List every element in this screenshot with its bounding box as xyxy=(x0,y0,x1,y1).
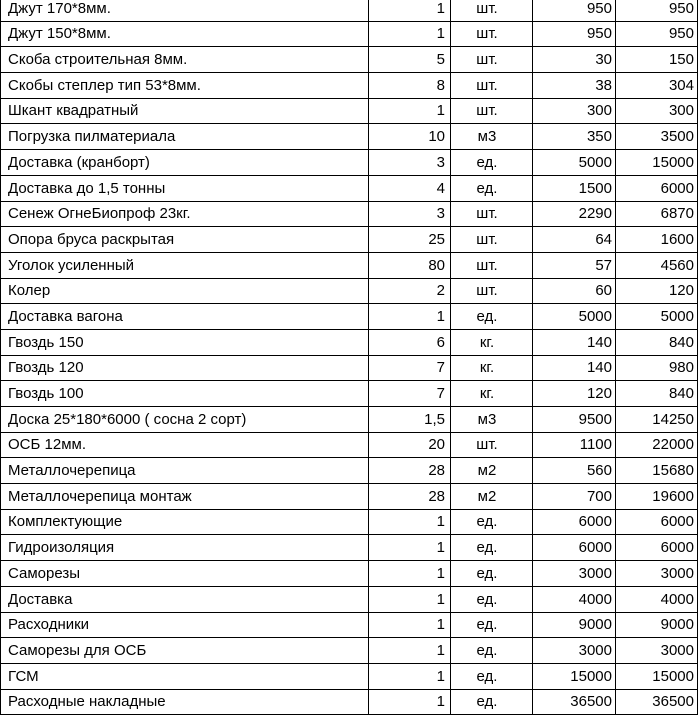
quantity-cell[interactable]: 7 xyxy=(369,355,451,381)
item-name-cell[interactable]: Скобы степлер тип 53*8мм. xyxy=(1,73,369,99)
table-row xyxy=(1,484,698,510)
total-cell[interactable]: 15680 xyxy=(616,458,698,484)
total-cell[interactable]: 4000 xyxy=(616,586,698,612)
unit-cell[interactable]: м3 xyxy=(451,407,533,433)
table-row xyxy=(1,278,698,304)
table-row xyxy=(1,432,698,458)
total-cell[interactable]: 304 xyxy=(616,73,698,99)
item-name-cell[interactable]: Гвоздь 150 xyxy=(1,329,369,355)
price-cell[interactable]: 60 xyxy=(533,278,616,304)
price-cell[interactable]: 120 xyxy=(533,381,616,407)
item-name-cell[interactable]: Доставка вагона xyxy=(1,304,369,330)
unit-cell[interactable]: ед. xyxy=(451,535,533,561)
price-cell[interactable]: 1500 xyxy=(533,175,616,201)
quantity-cell[interactable]: 10 xyxy=(369,124,451,150)
item-name-cell[interactable]: Гидроизоляция xyxy=(1,535,369,561)
quantity-cell[interactable]: 1 xyxy=(369,612,451,638)
table-row xyxy=(1,509,698,535)
total-cell[interactable]: 4560 xyxy=(616,252,698,278)
unit-cell[interactable]: ед. xyxy=(451,304,533,330)
total-cell[interactable]: 6870 xyxy=(616,201,698,227)
total-cell[interactable]: 36500 xyxy=(616,689,698,715)
table-row xyxy=(1,561,698,587)
item-name-cell[interactable]: Погрузка пилматериала xyxy=(1,124,369,150)
quantity-cell[interactable]: 80 xyxy=(369,252,451,278)
price-cell[interactable]: 5000 xyxy=(533,304,616,330)
unit-cell[interactable]: м2 xyxy=(451,458,533,484)
table-row xyxy=(1,124,698,150)
price-cell[interactable]: 1100 xyxy=(533,432,616,458)
unit-cell[interactable]: ед. xyxy=(451,561,533,587)
table-row xyxy=(1,612,698,638)
price-cell[interactable]: 3000 xyxy=(533,561,616,587)
item-name-cell[interactable]: Гвоздь 100 xyxy=(1,381,369,407)
unit-cell[interactable]: ед. xyxy=(451,509,533,535)
item-name-cell[interactable]: Расходные накладные xyxy=(1,689,369,715)
price-cell[interactable]: 350 xyxy=(533,124,616,150)
price-cell[interactable]: 15000 xyxy=(533,663,616,689)
price-cell[interactable]: 700 xyxy=(533,484,616,510)
unit-cell[interactable]: шт. xyxy=(451,201,533,227)
table-row xyxy=(1,638,698,664)
unit-cell[interactable]: кг. xyxy=(451,381,533,407)
unit-cell[interactable]: шт. xyxy=(451,278,533,304)
quantity-cell[interactable]: 1 xyxy=(369,663,451,689)
quantity-cell[interactable]: 1 xyxy=(369,586,451,612)
total-cell[interactable]: 6000 xyxy=(616,175,698,201)
table-body xyxy=(1,0,698,715)
total-cell[interactable]: 22000 xyxy=(616,432,698,458)
unit-cell[interactable]: шт. xyxy=(451,21,533,47)
table-row xyxy=(1,150,698,176)
table-row xyxy=(1,586,698,612)
unit-cell[interactable]: ед. xyxy=(451,175,533,201)
price-cell[interactable]: 4000 xyxy=(533,586,616,612)
unit-cell[interactable]: ед. xyxy=(451,586,533,612)
unit-cell[interactable]: ед. xyxy=(451,638,533,664)
total-cell[interactable]: 3000 xyxy=(616,561,698,587)
quantity-cell[interactable]: 1 xyxy=(369,304,451,330)
item-name-cell[interactable]: Шкант квадратный xyxy=(1,98,369,124)
table-row xyxy=(1,98,698,124)
total-cell[interactable]: 840 xyxy=(616,381,698,407)
unit-cell[interactable]: шт. xyxy=(451,227,533,253)
total-cell[interactable]: 9000 xyxy=(616,612,698,638)
item-name-cell[interactable]: Гвоздь 120 xyxy=(1,355,369,381)
quantity-cell[interactable]: 3 xyxy=(369,201,451,227)
quantity-cell[interactable]: 7 xyxy=(369,381,451,407)
unit-cell[interactable]: кг. xyxy=(451,355,533,381)
price-cell[interactable]: 3000 xyxy=(533,638,616,664)
total-cell[interactable]: 3500 xyxy=(616,124,698,150)
unit-cell[interactable]: кг. xyxy=(451,329,533,355)
unit-cell[interactable]: ед. xyxy=(451,150,533,176)
table-row xyxy=(1,355,698,381)
table-row xyxy=(1,663,698,689)
item-name-cell[interactable]: Доставка xyxy=(1,586,369,612)
quantity-cell[interactable]: 1 xyxy=(369,509,451,535)
quantity-cell[interactable]: 1 xyxy=(369,535,451,561)
table-row xyxy=(1,407,698,433)
item-name-cell[interactable]: ОСБ 12мм. xyxy=(1,432,369,458)
item-name-cell[interactable]: Металлочерепица монтаж xyxy=(1,484,369,510)
quantity-cell[interactable]: 1,5 xyxy=(369,407,451,433)
quantity-cell[interactable]: 1 xyxy=(369,689,451,715)
quantity-cell[interactable]: 4 xyxy=(369,175,451,201)
quantity-cell[interactable]: 1 xyxy=(369,98,451,124)
price-cell[interactable]: 140 xyxy=(533,355,616,381)
quantity-cell[interactable]: 3 xyxy=(369,150,451,176)
total-cell[interactable]: 980 xyxy=(616,355,698,381)
table-row xyxy=(1,47,698,73)
price-cell[interactable]: 57 xyxy=(533,252,616,278)
price-cell[interactable]: 36500 xyxy=(533,689,616,715)
price-cell[interactable]: 950 xyxy=(533,21,616,47)
price-cell[interactable]: 30 xyxy=(533,47,616,73)
quantity-cell[interactable]: 1 xyxy=(369,561,451,587)
item-name-cell[interactable]: Опора бруса раскрытая xyxy=(1,227,369,253)
unit-cell[interactable]: шт. xyxy=(451,432,533,458)
price-cell[interactable]: 140 xyxy=(533,329,616,355)
unit-cell[interactable]: ед. xyxy=(451,663,533,689)
unit-cell[interactable]: ед. xyxy=(451,612,533,638)
quantity-cell[interactable]: 28 xyxy=(369,484,451,510)
total-cell[interactable]: 950 xyxy=(616,21,698,47)
total-cell[interactable]: 15000 xyxy=(616,663,698,689)
unit-cell[interactable]: шт. xyxy=(451,252,533,278)
unit-cell[interactable]: шт. xyxy=(451,0,533,21)
unit-cell[interactable]: шт. xyxy=(451,73,533,99)
total-cell[interactable]: 3000 xyxy=(616,638,698,664)
total-cell[interactable]: 15000 xyxy=(616,150,698,176)
table-row xyxy=(1,175,698,201)
table-row xyxy=(1,201,698,227)
quantity-cell[interactable]: 1 xyxy=(369,638,451,664)
item-name-cell[interactable]: Саморезы для ОСБ xyxy=(1,638,369,664)
total-cell[interactable]: 150 xyxy=(616,47,698,73)
quantity-cell[interactable]: 28 xyxy=(369,458,451,484)
item-name-cell[interactable]: Металлочерепица xyxy=(1,458,369,484)
total-cell[interactable]: 19600 xyxy=(616,484,698,510)
quantity-cell[interactable]: 20 xyxy=(369,432,451,458)
price-cell[interactable]: 9500 xyxy=(533,407,616,433)
quantity-cell[interactable]: 2 xyxy=(369,278,451,304)
total-cell[interactable]: 950 xyxy=(616,0,698,21)
item-name-cell[interactable]: Джут 170*8мм. xyxy=(1,0,369,21)
total-cell[interactable]: 840 xyxy=(616,329,698,355)
price-cell[interactable]: 38 xyxy=(533,73,616,99)
table-row xyxy=(1,689,698,715)
total-cell[interactable]: 1600 xyxy=(616,227,698,253)
item-name-cell[interactable]: ГСМ xyxy=(1,663,369,689)
table-row xyxy=(1,21,698,47)
total-cell[interactable]: 14250 xyxy=(616,407,698,433)
item-name-cell[interactable]: Уголок усиленный xyxy=(1,252,369,278)
item-name-cell[interactable]: Сенеж ОгнеБиопроф 23кг. xyxy=(1,201,369,227)
quantity-cell[interactable]: 1 xyxy=(369,0,451,21)
table-row xyxy=(1,304,698,330)
unit-cell[interactable]: м2 xyxy=(451,484,533,510)
table-row xyxy=(1,227,698,253)
quantity-cell[interactable]: 8 xyxy=(369,73,451,99)
item-name-cell[interactable]: Скоба строительная 8мм. xyxy=(1,47,369,73)
table-row xyxy=(1,73,698,99)
price-cell[interactable]: 950 xyxy=(533,0,616,21)
item-name-cell[interactable]: Джут 150*8мм. xyxy=(1,21,369,47)
price-cell[interactable]: 5000 xyxy=(533,150,616,176)
total-cell[interactable]: 6000 xyxy=(616,535,698,561)
item-name-cell[interactable]: Комплектующие xyxy=(1,509,369,535)
table-row xyxy=(1,381,698,407)
quantity-cell[interactable]: 5 xyxy=(369,47,451,73)
item-name-cell[interactable]: Доставка до 1,5 тонны xyxy=(1,175,369,201)
price-cell[interactable]: 64 xyxy=(533,227,616,253)
price-cell[interactable]: 300 xyxy=(533,98,616,124)
unit-cell[interactable]: ед. xyxy=(451,689,533,715)
item-name-cell[interactable]: Доска 25*180*6000 ( сосна 2 сорт) xyxy=(1,407,369,433)
item-name-cell[interactable]: Колер xyxy=(1,278,369,304)
item-name-cell[interactable]: Доставка (кранборт) xyxy=(1,150,369,176)
table-row xyxy=(1,535,698,561)
table-row xyxy=(1,329,698,355)
table-row xyxy=(1,252,698,278)
table-row xyxy=(1,0,698,21)
price-cell[interactable]: 6000 xyxy=(533,535,616,561)
total-cell[interactable]: 5000 xyxy=(616,304,698,330)
quantity-cell[interactable]: 1 xyxy=(369,21,451,47)
item-name-cell[interactable]: Расходники xyxy=(1,612,369,638)
total-cell[interactable]: 120 xyxy=(616,278,698,304)
total-cell[interactable]: 6000 xyxy=(616,509,698,535)
unit-cell[interactable]: шт. xyxy=(451,98,533,124)
price-cell[interactable]: 9000 xyxy=(533,612,616,638)
quantity-cell[interactable]: 25 xyxy=(369,227,451,253)
unit-cell[interactable]: шт. xyxy=(451,47,533,73)
quantity-cell[interactable]: 6 xyxy=(369,329,451,355)
price-cell[interactable]: 6000 xyxy=(533,509,616,535)
item-name-cell[interactable]: Саморезы xyxy=(1,561,369,587)
price-cell[interactable]: 2290 xyxy=(533,201,616,227)
unit-cell[interactable]: м3 xyxy=(451,124,533,150)
total-cell[interactable]: 300 xyxy=(616,98,698,124)
table-row xyxy=(1,458,698,484)
price-cell[interactable]: 560 xyxy=(533,458,616,484)
